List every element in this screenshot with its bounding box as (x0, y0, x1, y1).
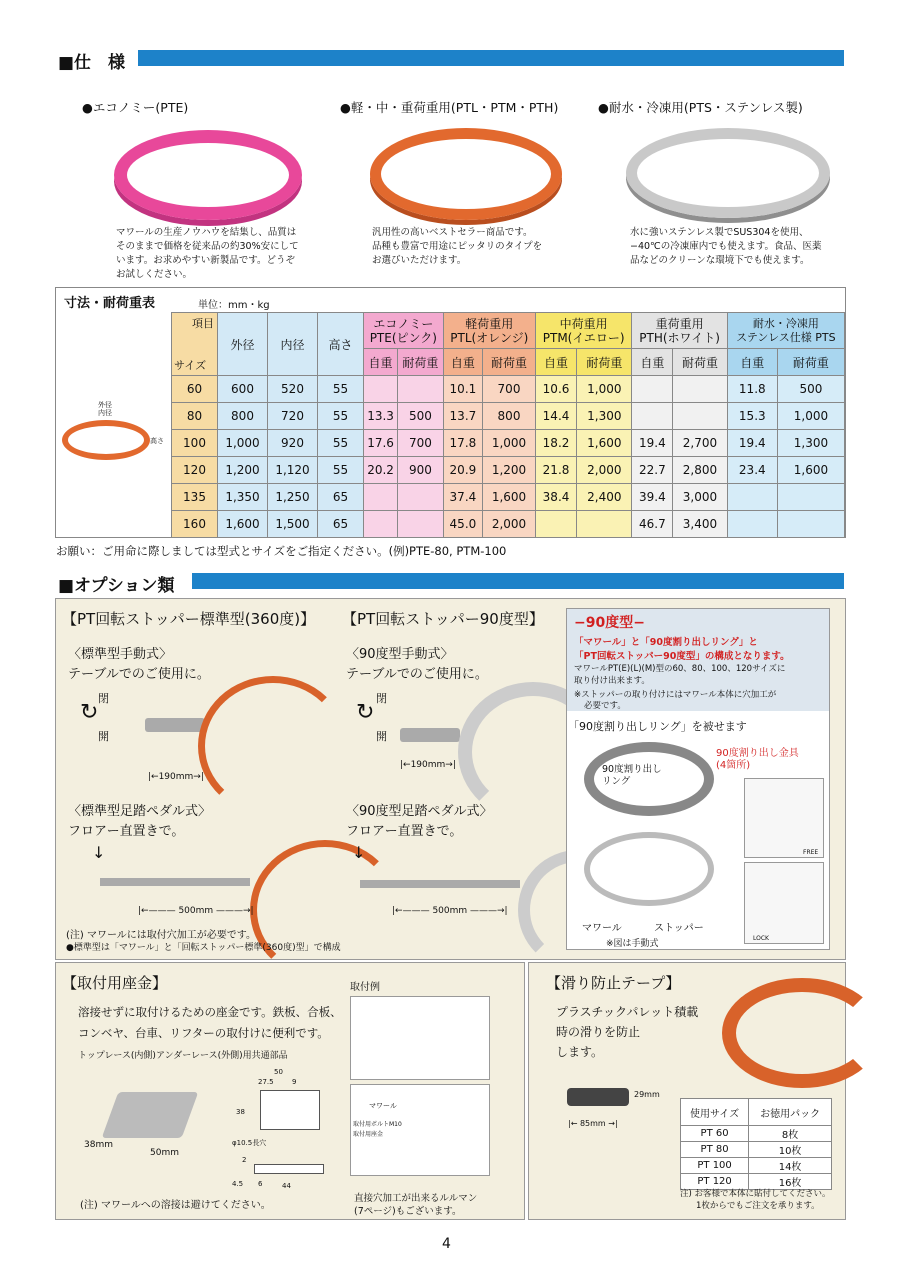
manual-stopper-image (145, 718, 205, 732)
washer-drawing: 50 27.5 9 38 φ10.5長穴 2 4.5 6 44 (232, 1068, 332, 1208)
table-cell: 720 (268, 403, 318, 430)
stopper-label: ストッパー (654, 923, 704, 934)
tape-desc2: 時の滑りを防止 (556, 1025, 641, 1039)
table-cell: 800 (483, 403, 536, 430)
spec-section-title: ■仕 様 (58, 53, 126, 73)
spec-table: 項目 サイズ 外径 内径 高さ エコノミー PTE(ピンク) 軽荷重用 PTL(オレンジ) 中荷重用 PTM(イエロー) 重荷重用 PTH(ホワイト) 耐水・冷凍用 ステンレス仕様 PTS 自重 耐荷重 自重 耐荷重 自重 耐荷重 自重 耐荷重 自重 耐荷重 60 600 520 55 10.1 700 10.6 1,000 11.8 500 80 800 720 55 13.3 500 13.7 800 14.4 1,300 15.3 1,000 100 1,000 920 55 17.6 700 17.8 1,000 18.2 1,600 19.4 2,700 19.4 1,300 120 1,200 1,120 55 20.2 900 20.9 1,200 21.8 2,000 22.7 2,800 23.4 1,600 135 1,350 1,250 65 37.4 1,600 38.4 2,400 39.4 3,000 160 1,600 1,500 65 45.0 2,000 46.7 3,400 (171, 312, 845, 538)
table-cell: 10.1 (443, 376, 482, 403)
option-section-title: ■オプション類 (58, 576, 175, 596)
figure-note: ※図は手動式 (606, 939, 659, 949)
washer-38mm: 38mm (84, 1140, 113, 1150)
pedal-stopper-image (100, 878, 250, 886)
table-cell: 17.6 (364, 430, 398, 457)
table-cell: 1,200 (483, 457, 536, 484)
table-cell: 120 (172, 457, 218, 484)
hdr-inner: 内径 (268, 313, 318, 376)
table-cell: 55 (318, 376, 364, 403)
washer-section-image: マワール 取付用ボルトM10 取付用座金 (350, 1084, 490, 1176)
table-cell: 1,600 (777, 457, 844, 484)
table-cell (632, 403, 673, 430)
indexing-ring-label: 90度割り出し リング (602, 764, 662, 787)
table-cell: 11.8 (727, 376, 777, 403)
table-cell: 65 (318, 511, 364, 538)
table-cell: 21.8 (535, 457, 576, 484)
hdr-ptl: 軽荷重用 PTL(オレンジ) (443, 313, 535, 349)
table-cell: 600 (218, 376, 268, 403)
hdr-ptm: 中荷重用 PTM(イエロー) (535, 313, 632, 349)
opt1-pedal-heading: 〈標準型足踏ペダル式〉 (68, 804, 212, 819)
table-cell: 1,000 (777, 403, 844, 430)
opt2-title: 【PT回転ストッパー90度型】 (342, 610, 544, 628)
tape-desc3: します。 (556, 1045, 604, 1059)
opt2-dim-500: |←——— 500mm ———→| (392, 906, 508, 916)
tape-table-cell: PT 120 (681, 1174, 749, 1190)
table-cell: 19.4 (727, 430, 777, 457)
table-cell: 2,700 (673, 430, 727, 457)
ninety-title: −90度型− (574, 615, 645, 631)
tape-title: 【滑り防止テープ】 (546, 974, 681, 992)
tape-table-cell: 14枚 (749, 1158, 832, 1174)
table-cell: 37.4 (443, 484, 482, 511)
table-cell: 160 (172, 511, 218, 538)
tape-table-cell: PT 100 (681, 1158, 749, 1174)
table-cell: 700 (398, 430, 444, 457)
table-cell (535, 511, 576, 538)
hdr-outer: 外径 (218, 313, 268, 376)
table-cell (673, 403, 727, 430)
table-row (172, 403, 845, 430)
tape-table-row (681, 1126, 832, 1142)
table-cell: 13.7 (443, 403, 482, 430)
table-cell (364, 484, 398, 511)
fitting-label: 90度割り出し金具 (4箇所) (716, 748, 799, 771)
tape-width-dim: |← 85mm →| (568, 1119, 618, 1128)
opt1-ring-image-2 (250, 840, 400, 980)
opt1-dim-500: |←——— 500mm ———→| (138, 906, 254, 916)
opt1-dim-190: |←190mm→| (148, 772, 204, 782)
table-cell: 1,000 (218, 430, 268, 457)
mawaru-ring-image (584, 832, 714, 906)
table-cell (727, 484, 777, 511)
opt1-note1: (注) マワールには取付穴加工が必要です。 (66, 930, 256, 941)
table-cell: 800 (218, 403, 268, 430)
table-cell: 2,000 (483, 511, 536, 538)
table-cell: 3,000 (673, 484, 727, 511)
table-cell: 1,120 (268, 457, 318, 484)
opt2-open-label: 開 (376, 730, 387, 743)
table-cell: 1,600 (577, 430, 632, 457)
table-cell: 22.7 (632, 457, 673, 484)
washer-example-note1: 直接穴加工が出来るルルマン (354, 1193, 478, 1204)
tape-table-row (681, 1142, 832, 1158)
table-cell: 2,400 (577, 484, 632, 511)
washer-desc2: コンベヤ、台車、リフターの取付けに便利です。 (78, 1026, 329, 1040)
product-desc-pts: 水に強いステンレス製でSUS304を使用、 −40℃の冷凍庫内でも使えます。食品、医薬 品などのクリーンな環境下でも使えます。 (630, 227, 822, 266)
table-row (172, 511, 845, 538)
table-cell: 20.2 (364, 457, 398, 484)
tape-table-cell: 8枚 (749, 1126, 832, 1142)
opt1-pedal-desc: フロアー直置きで。 (68, 824, 185, 839)
table-cell: 20.9 (443, 457, 482, 484)
table-cell (673, 376, 727, 403)
table-unit: 単位：mm・kg (198, 300, 270, 311)
opt1-manual-heading: 〈標準型手動式〉 (68, 647, 173, 662)
ninety-line3: マワールPT(E)(L)(M)型の60、80、100、120サイズに (574, 664, 786, 674)
washer-note: (注) マワールへの溶接は避けてください。 (80, 1200, 271, 1211)
washer-50mm: 50mm (150, 1148, 179, 1158)
down-arrow-icon: ↓ (92, 843, 106, 862)
table-cell (398, 484, 444, 511)
table-row (172, 376, 845, 403)
table-cell: 39.4 (632, 484, 673, 511)
spec-section-bar (138, 50, 844, 66)
tape-image (567, 1088, 629, 1106)
tape-table-row (681, 1158, 832, 1174)
washer-example-label: 取付例 (350, 982, 380, 993)
table-cell: 14.4 (535, 403, 576, 430)
tape-table-cell: 10枚 (749, 1142, 832, 1158)
table-cell: 1,200 (218, 457, 268, 484)
ninety-line6: 必要です。 (584, 701, 626, 711)
table-cell: 2,800 (673, 457, 727, 484)
table-cell: 80 (172, 403, 218, 430)
washer-example-image (350, 996, 490, 1080)
table-cell: 15.3 (727, 403, 777, 430)
product-title-pts: ●耐水・冷凍用(PTS・ステンレス製) (598, 100, 803, 115)
product-desc-pte: マワールの生産ノウハウを結集し、品質は そのままで価格を従来品の約30%安にして います。お求めやすい新製品です。どうぞ お試しください。 (116, 227, 299, 280)
ninety-ring-caption: 「90度割り出しリング」を被せます (568, 720, 747, 733)
pedal-stopper-90-image (360, 880, 520, 888)
table-row (172, 430, 845, 457)
table-corner-cell: 項目 サイズ (172, 313, 218, 376)
table-cell: 500 (398, 403, 444, 430)
table-cell: 1,300 (577, 403, 632, 430)
washer-image (102, 1092, 199, 1138)
hdr-pts: 耐水・冷凍用 ステンレス仕様 PTS (727, 313, 844, 349)
option-section-bar (192, 573, 844, 589)
washer-title: 【取付用座金】 (62, 974, 168, 992)
table-cell (398, 376, 444, 403)
table-cell: 500 (777, 376, 844, 403)
table-row (172, 484, 845, 511)
product-title-ptl: ●軽・中・重荷重用(PTL・PTM・PTH) (340, 100, 559, 115)
table-title: 寸法・耐荷重表 (64, 296, 156, 311)
tape-ring-image (722, 978, 882, 1088)
rotate-arrow-icon: ↻ (356, 700, 375, 725)
mawaru-label: マワール (582, 923, 622, 934)
table-cell: 700 (483, 376, 536, 403)
table-cell: 2,000 (577, 457, 632, 484)
tape-table-cell: PT 80 (681, 1142, 749, 1158)
opt1-note2: ●標準型は「マワール」と「回転ストッパー標準(360度)型」で構成 (66, 943, 341, 953)
hdr-pte: エコノミー PTE(ピンク) (364, 313, 444, 349)
ninety-line1: 「マワール」と「90度割り出しリング」と (574, 637, 758, 648)
tape-pack-table: 使用サイズ お徳用パック PT 60 8枚 PT 80 10枚 PT 100 14枚 PT 120 16枚 (680, 1098, 832, 1190)
table-cell: 38.4 (535, 484, 576, 511)
free-position-image: FREE (744, 778, 824, 858)
opt2-pedal-desc: フロアー直置きで。 (346, 824, 463, 839)
rotate-arrow-icon: ↻ (80, 700, 99, 725)
tape-desc1: プラスチックパレット積載 (556, 1005, 699, 1019)
tape-height-dim: 29mm (634, 1090, 660, 1099)
table-cell: 520 (268, 376, 318, 403)
opt2-dim-190: |←190mm→| (400, 760, 456, 770)
table-cell: 23.4 (727, 457, 777, 484)
hdr-pth: 重荷重用 PTH(ホワイト) (632, 313, 727, 349)
opt2-pedal-heading: 〈90度型足踏ペダル式〉 (346, 804, 493, 819)
stainless-ring-image (626, 128, 830, 218)
table-cell: 17.8 (443, 430, 482, 457)
table-cell: 920 (268, 430, 318, 457)
table-cell (577, 511, 632, 538)
tape-note2: 1枚からでもご注文を承ります。 (696, 1201, 820, 1211)
table-cell: 1,350 (218, 484, 268, 511)
table-cell (632, 376, 673, 403)
manual-stopper-90-image (400, 728, 460, 742)
table-cell: 60 (172, 376, 218, 403)
table-cell: 10.6 (535, 376, 576, 403)
orange-ring-image (370, 128, 562, 220)
opt2-close-label: 閉 (376, 692, 387, 705)
table-cell (777, 484, 844, 511)
table-cell: 1,600 (483, 484, 536, 511)
ninety-line5: ※ストッパーの取り付けにはマワール本体に穴加工が (574, 690, 777, 700)
table-cell: 1,000 (483, 430, 536, 457)
page-number: 4 (442, 1236, 451, 1252)
table-cell (777, 511, 844, 538)
table-cell: 1,000 (577, 376, 632, 403)
opt2-manual-heading: 〈90度型手動式〉 (346, 647, 454, 662)
table-cell (727, 511, 777, 538)
table-cell: 1,300 (777, 430, 844, 457)
opt1-close-label: 閉 (98, 692, 109, 705)
table-note: お願い：ご用命に際しましては型式とサイズをご指定ください。(例)PTE-80, PTM-100 (56, 544, 507, 558)
lock-position-image: LOCK (744, 862, 824, 944)
ninety-line4: 取り付け出来ます。 (574, 676, 650, 686)
table-cell: 1,250 (268, 484, 318, 511)
product-title-pte: ●エコノミー(PTE) (82, 100, 189, 115)
table-cell (364, 511, 398, 538)
table-cell (364, 376, 398, 403)
washer-desc3: トップレース(内側)アンダーレース(外側)用共通部品 (78, 1051, 288, 1061)
tape-table-cell: PT 60 (681, 1126, 749, 1142)
tape-note1: 注) お客様で本体に貼付してください。 (680, 1189, 831, 1199)
opt1-title: 【PT回転ストッパー標準型(360度)】 (62, 610, 316, 628)
opt2-manual-desc: テーブルでのご使用に。 (346, 667, 488, 682)
table-cell: 45.0 (443, 511, 482, 538)
ring-dimension-diagram: 外径 内径 高さ (56, 312, 171, 537)
table-cell: 900 (398, 457, 444, 484)
down-arrow-icon: ↓ (352, 843, 366, 862)
table-cell: 135 (172, 484, 218, 511)
product-desc-ptl: 汎用性の高いベストセラー商品です。 品種も豊富で用途にピッタリのタイプを お選びいただけます。 (372, 227, 543, 266)
table-cell: 1,500 (268, 511, 318, 538)
table-cell: 18.2 (535, 430, 576, 457)
table-cell (398, 511, 444, 538)
pink-ring-image (114, 130, 302, 220)
opt1-ring-image (198, 676, 348, 816)
tape-table-cell: 16枚 (749, 1174, 832, 1190)
table-cell: 65 (318, 484, 364, 511)
table-cell: 55 (318, 457, 364, 484)
opt1-open-label: 開 (98, 730, 109, 743)
table-cell: 13.3 (364, 403, 398, 430)
table-cell: 55 (318, 403, 364, 430)
hdr-height: 高さ (318, 313, 364, 376)
opt1-manual-desc: テーブルでのご使用に。 (68, 667, 210, 682)
table-cell: 100 (172, 430, 218, 457)
table-cell: 19.4 (632, 430, 673, 457)
table-cell: 55 (318, 430, 364, 457)
table-cell: 1,600 (218, 511, 268, 538)
washer-desc1: 溶接せずに取付けるための座金です。鉄板、合板、 (78, 1005, 342, 1019)
ninety-line2: 「PT回転ストッパー90度型」の構成となります。 (574, 651, 790, 662)
table-cell: 3,400 (673, 511, 727, 538)
table-row (172, 457, 845, 484)
washer-example-note2: (7ページ)もございます。 (354, 1206, 462, 1217)
table-cell: 46.7 (632, 511, 673, 538)
